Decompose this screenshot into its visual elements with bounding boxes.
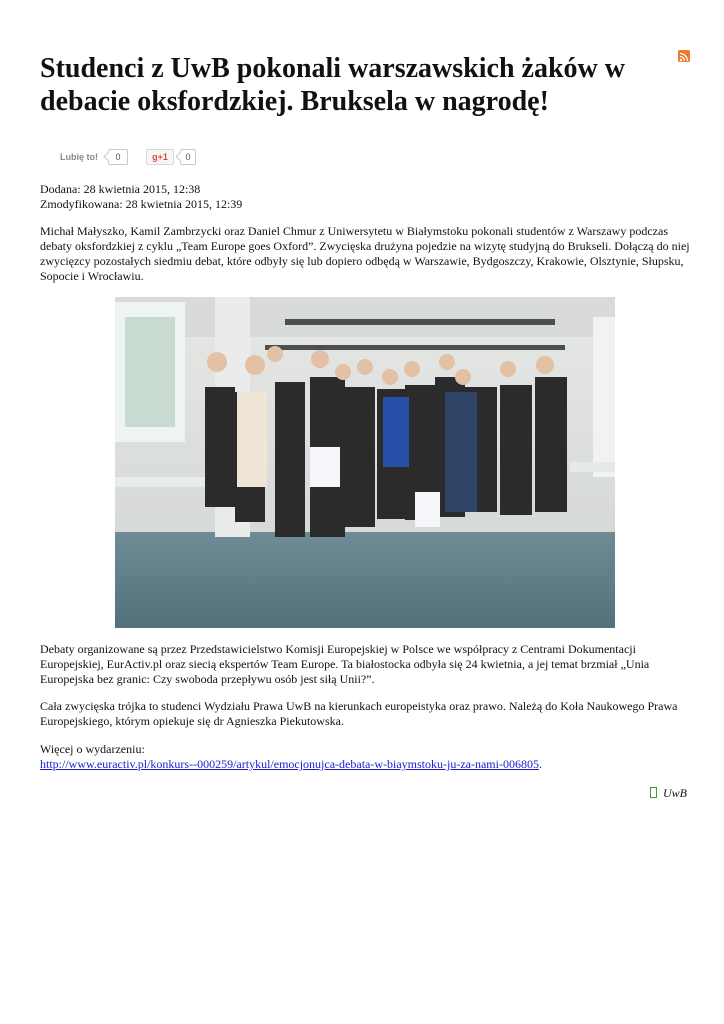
gplus-icon: g (152, 152, 158, 162)
like-count: 0 (108, 149, 128, 165)
modified-date: Zmodyfikowana: 28 kwietnia 2015, 12:39 (40, 197, 243, 211)
more-info-suffix: . (538, 757, 542, 771)
paragraph-2: Debaty organizowane są przez Przedstawicielstwo Komisji Europejskiej w Polsce we współpracy z Centrami Dokumentacji Europejskiej, EurActiv.pl oraz siecią ekspertów Team Europe. Ta białostocka odbyła się 24 kwietnia, a jej temat brzmiał „Unia Europejska bez granic: Czy swoboda przepływu osób jest siłą Unii?”. (40, 642, 650, 686)
article-meta (40, 182, 242, 212)
source-label: UwB (663, 786, 687, 800)
article-title: Studenci z UwB pokonali warszawskich żaków w debacie oksfordzkiej. Bruksela w nagrodę! (40, 53, 625, 117)
more-info (40, 742, 690, 772)
paragraph-3: Cała zwycięska trójka to studenci Wydziału Prawa UwB na kierunkach europeistyka oraz prawo. Należą do Koła Naukowego Prawa Europejskiego, którym opiekuje się dr Agnieszka Piekutowska. (40, 699, 678, 728)
added-date: Dodana: 28 kwietnia 2015, 12:38 (40, 182, 201, 196)
gplus-label: +1 (157, 152, 168, 162)
more-info-label: Więcej o wydarzeniu: (40, 742, 145, 756)
source (650, 786, 687, 801)
rss-icon[interactable] (678, 50, 690, 62)
article-photo (115, 297, 615, 628)
like-button[interactable]: Lubię to! (60, 152, 98, 162)
gplus-button[interactable] (146, 149, 174, 165)
more-info-link[interactable]: http://www.euractiv.pl/konkurs--000259/artykul/emocjonujca-debata-w-biaymstoku-ju-za-nami-006805 (40, 757, 539, 771)
paragraph-1: Michał Małyszko, Kamil Zambrzycki oraz Daniel Chmur z Uniwersytetu w Białymstoku pokonali studentów z Warszawy podczas debaty oksfordzkiej z cyklu „Team Europe goes Oxford”. Zwycięska drużyna pojedzie na wizytę studyjną do Brukseli. Dołączą do niej zwycięzcy pozostałych siedmiu debat, które odbyły się lub dopiero odbędą w Warszawie, Bydgoszczy, Krakowie, Olsztynie, Słupsku, Sopocie i Wrocławiu. (40, 224, 690, 283)
gplus-count: 0 (180, 149, 196, 165)
source-icon (650, 787, 657, 798)
